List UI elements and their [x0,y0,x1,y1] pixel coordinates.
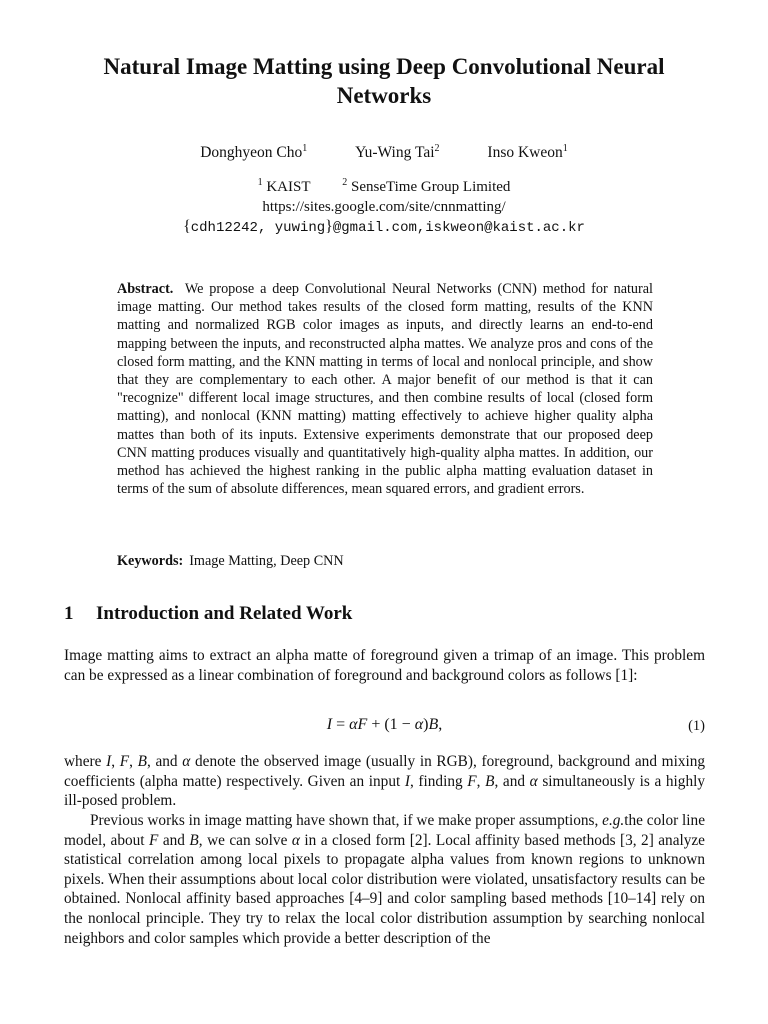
author-affil-mark: 1 [562,143,568,154]
text: , [111,753,120,770]
eq-equals: = [332,716,350,733]
keywords [117,553,653,570]
author-3 [487,144,567,161]
eq-F: F [357,716,368,733]
math-B: B [189,831,199,849]
text: , [476,772,486,790]
text: simultaneously is a highly ill-posed problem. [64,772,705,810]
author-affil-mark: 1 [302,143,308,154]
text: the color line model, about [64,812,705,849]
email-users: cdh12242, yuwing [190,220,326,236]
email-domain: @gmail.com, [332,220,426,236]
abstract-text: We propose a deep Convolutional Neural Networks (CNN) method for natural image matting. Our method takes results of the closed form matting, results of the KNN matting and normalized RGB color images as inputs, and directly learns an end-to-end mapping between the inputs, and reconstructed alpha mattes. We analyze pros and cons of the closed form matting, and the KNN matting in terms of local and nonlocal principle, and show that they are complementary to each other. A major benefit of our method is that it can "recognize" different local image structures, and then combine results of local (closed form matting), and nonlocal (KNN matting) matting effectively to achieve higher quality alpha mattes than both of its inputs. Extensive experiments demonstrate that our proposed deep CNN matting produces visually and quantitatively high-quality alpha mattes. In addition, our method has achieved the highest ranking in the public alpha matting evaluation dataset in terms of the sum of absolute differences, mean squared errors, and gradient errors. [117,281,653,498]
paper-title: Natural Image Matting using Deep Convolutional Neural Networks [103,54,665,108]
eq-B: B [428,716,439,733]
affiliation-2 [342,179,510,195]
math-B: B [485,772,495,790]
author-name: Donghyeon Cho [200,144,303,161]
email-other: iskweon@kaist.ac.kr [425,220,585,236]
text: , and [146,753,183,770]
eq-plus: + (1 − [367,716,415,733]
abstract [117,280,653,498]
text: , [129,753,138,770]
text: denote the observed image (usually in RGB), foreground, background and mixing coefficients (alpha matte) respectively. Given an input [64,753,706,790]
math-I: I [106,753,112,770]
math-I: I [404,772,410,790]
author-name: Yu-Wing Tai [355,144,435,161]
author-affil-mark: 2 [434,143,440,154]
math-F: F [119,753,130,770]
affil-name: SenseTime Group Limited [350,179,511,195]
affil-mark: 1 [257,177,263,188]
math-B: B [137,753,147,770]
intro-paragraph-1: Image matting aims to extract an alpha matte of foreground given a trimap of an image. This problem can be expressed as a linear combination of foreground and background colors as follows [1]: [64,647,705,684]
eq-close: ) [423,716,429,733]
math-alpha: α [182,753,191,770]
equation-expression [64,716,705,734]
eq-alpha2: α [414,716,424,733]
section-title: Introduction and Related Work [96,603,353,624]
text: , finding [409,772,468,790]
eg-abbrev: e.g. [602,812,625,829]
text: Previous works in image matting have shown that, if we make proper assumptions, [90,812,603,829]
author-name: Inso Kweon [487,144,563,161]
math-alpha: α [529,772,538,790]
math-F: F [149,831,159,849]
affil-mark: 2 [342,177,348,188]
affiliations [0,179,768,196]
author-1 [200,144,307,161]
affiliation-1 [258,179,311,195]
text: where [64,753,107,770]
eq-alpha: α [349,716,358,733]
email-list [0,218,768,236]
section-heading [64,603,352,625]
text: , we can solve [198,831,292,849]
eq-comma: , [438,716,443,733]
project-url[interactable]: https://sites.google.com/site/cnnmatting/ [262,199,506,215]
brace-close: } [325,218,333,235]
text: , and [494,772,530,790]
math-alpha: α [291,831,300,849]
math-F: F [467,772,477,790]
author-2 [355,144,439,161]
equation-number: (1) [688,718,705,734]
brace-open: { [183,218,191,235]
section-number: 1 [64,603,74,624]
keywords-text: Image Matting, Deep CNN [189,553,344,569]
abstract-label: Abstract. [117,281,174,297]
text: in a closed form [2]. Local affinity based methods [3, 2] analyze statistical correlation among local pixels to propagate alpha values from known regions to unknown pixels. When their assumptions about local color distribution were violated, unsatisfactory results can be obtained. Nonlocal affinity based approaches [4–9] and color sampling based methods [10–14] rely on the nonlocal principle. They try to relax the local color distribution assumption by searching nonlocal neighbors and color samples which provide a better description of the [64,831,705,947]
equation-1 [64,716,705,738]
intro-paragraph-2 [64,752,705,811]
intro-paragraph-3 [64,811,705,948]
affil-name: KAIST [266,179,311,195]
eq-I: I [326,716,333,733]
text: and [158,831,190,849]
keywords-label: Keywords: [117,553,184,569]
author-list [0,144,768,162]
